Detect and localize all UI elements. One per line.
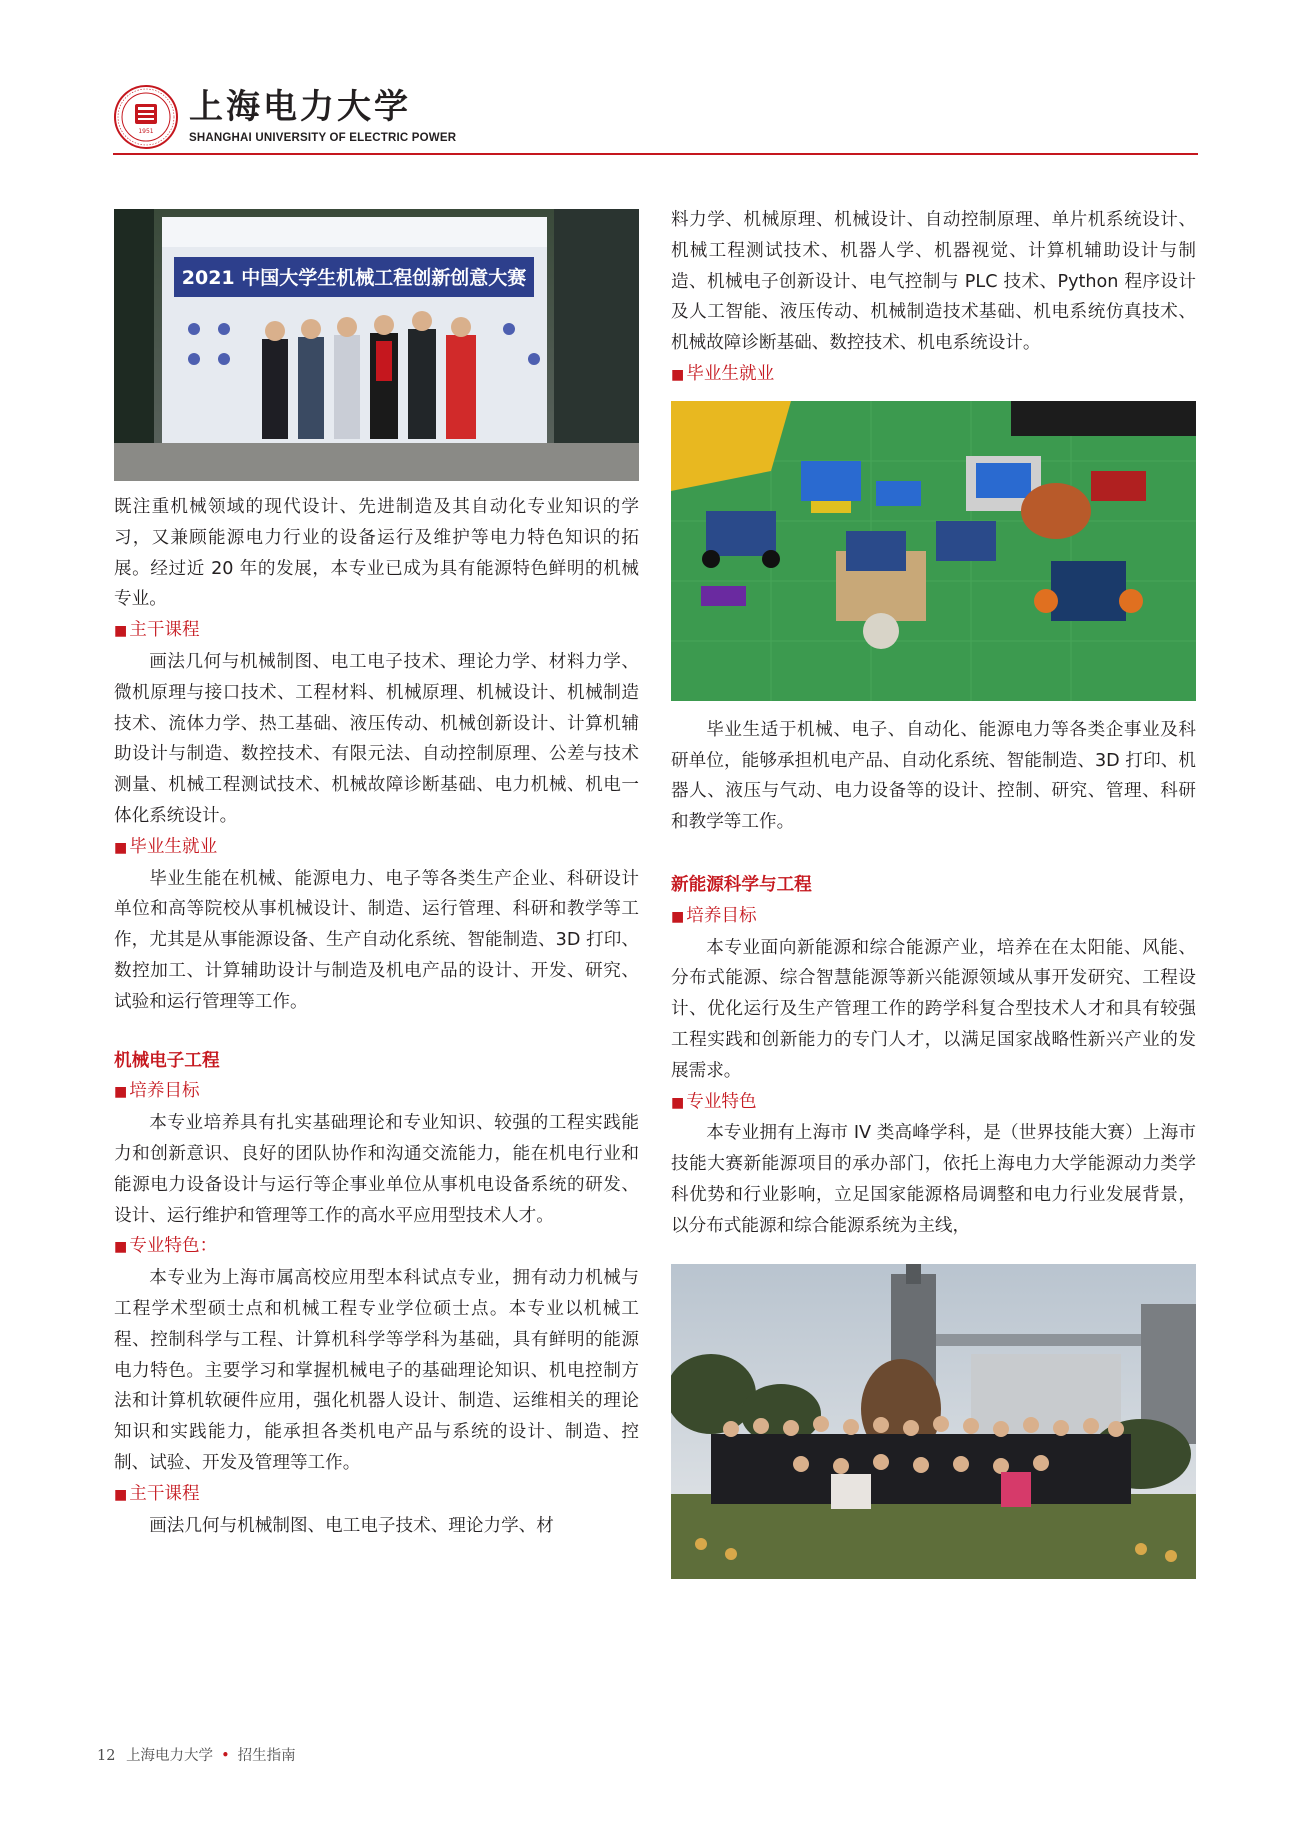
university-seal-logo [113,84,179,150]
square-bullet-icon: ■ [114,1239,128,1256]
subheading-training-goal: ■ 培养目标 [114,1081,200,1102]
features-paragraph: 本专业为上海市属高校应用型本科试点专业，拥有动力机械与工程学术型硕士点和机械工程专业学位硕士点。本专业以机械工程、控制科学与工程、计算机科学等学科为基础，具有鲜明的能源电力特色。主要学习和掌握机械电子的基础理论知识、机电控制方法和计算机软硬件应用，强化机器人设计、制造、运维相关的理论知识和实践能力，能承担各类机电产品与系统的设计、制造、控制、试验、开发及管理等工作。 [114,1268,639,1473]
square-bullet-icon: ■ [114,839,128,856]
left-column [114,209,639,1541]
page-header [113,80,1203,160]
section-heading-mechatronics: 机械电子工程 [114,1050,220,1071]
main-courses-2-paragraph-cont: 料力学、机械原理、机械设计、自动控制原理、单片机系统设计、机械工程测试技术、机器人学、机器视觉、计算机辅助设计与制造、机械电子创新设计、电气控制与 PLC 技术、Python 程序设计及人工智能、液压传动、机械制造技术基础、机电系统仿真技术、机械故障诊断基础、数控技术、机电系统设计。 [671,210,1196,354]
page-number: 12 [97,1748,116,1764]
subheading-features: ■ 专业特色： [114,1236,218,1257]
main-courses-2-paragraph-start: 画法几何与机械制图、电工电子技术、理论力学、材 [149,1515,554,1536]
right-column [671,205,1196,1579]
main-courses-paragraph: 画法几何与机械制图、电工电子技术、理论力学、材料力学、微机原理与接口技术、工程材料、机械原理、机械设计、机械制造技术、流体力学、热工基础、液压传动、机械创新设计、计算机辅助设计与制造、数控技术、有限元法、自动控制原理、公差与技术测量、机械工程测试技术、机械故障诊断基础、电力机械、机电一体化系统设计。 [114,651,639,826]
subheading-employment: ■ 毕业生就业 [114,836,218,857]
square-bullet-icon: ■ [114,1084,128,1101]
training-goal-3-paragraph: 本专业面向新能源和综合能源产业，培养在在太阳能、风能、分布式能源、综合智慧能源等新兴能源领域从事开发研究、工程设计、优化运行及生产管理工作的跨学科复合型技术人才和具有较强工程实践和创新能力的专门人才，以满足国家战略性新兴产业的发展需求。 [671,937,1196,1081]
university-name-en: SHANGHAI UNIVERSITY OF ELECTRIC POWER [189,132,457,144]
group-photo [671,1264,1196,1579]
square-bullet-icon: ■ [671,1094,685,1111]
robot-cars-photo [671,401,1196,701]
section-heading-new-energy: 新能源科学与工程 [671,874,812,895]
subheading-features-3: ■ 专业特色 [671,1091,757,1112]
header-divider [113,153,1198,155]
footer-title: 招生指南 [237,1748,296,1764]
svg-text:2021 中国大学生机械工程创新创意大赛: 2021 中国大学生机械工程创新创意大赛 [181,267,527,289]
subheading-main-courses-2: ■ 主干课程 [114,1483,200,1504]
svg-text:1951: 1951 [138,128,154,135]
square-bullet-icon: ■ [114,1486,128,1503]
subheading-employment-2: ■ 毕业生就业 [671,363,775,384]
footer-school-name: 上海电力大学 [126,1748,214,1764]
employment-paragraph: 毕业生能在机械、能源电力、电子等各类生产企业、科研设计单位和高等院校从事机械设计、制造、运行管理、科研和教学等工作，尤其是从事能源设备、生产自动化系统、智能制造、3D 打印、数控加工、计算辅助设计与制造及机电产品的设计、开发、研究、试验和运行管理等工作。 [114,868,639,1012]
intro-paragraph: 既注重机械领域的现代设计、先进制造及其自动化专业知识的学习，又兼顾能源电力行业的设备运行及维护等电力特色知识的拓展。经过近 20 年的发展，本专业已成为具有能源特色鲜明的机械专业。 [114,497,639,610]
university-name-cn: 上海电力大学 [189,87,411,127]
subheading-training-goal-3: ■ 培养目标 [671,905,757,926]
page-footer [97,1744,296,1765]
competition-photo [114,209,639,481]
footer-separator: • [221,1748,230,1764]
training-goal-paragraph: 本专业培养具有扎实基础理论和专业知识、较强的工程实践能力和创新意识、良好的团队协作和沟通交流能力，能在机电行业和能源电力设备设计与运行等企事业单位从事机电设备系统的研发、设计、运行维护和管理等工作的高水平应用型技术人才。 [114,1113,639,1226]
square-bullet-icon: ■ [671,908,685,925]
square-bullet-icon: ■ [114,623,128,640]
employment-2-paragraph: 毕业生适于机械、电子、自动化、能源电力等各类企事业及科研单位，能够承担机电产品、自动化系统、智能制造、3D 打印、机器人、液压与气动、电力设备等的设计、控制、研究、管理、科研和教学等工作。 [671,719,1196,833]
features-3-paragraph: 本专业拥有上海市 IV 类高峰学科，是（世界技能大赛）上海市技能大赛新能源项目的承办部门，依托上海电力大学能源动力类学科优势和行业影响，立足国家能源格局调整和电力行业发展背景，以分布式能源和综合能源系统为主线， [671,1123,1196,1236]
subheading-main-courses: ■ 主干课程 [114,620,200,641]
square-bullet-icon: ■ [671,366,685,383]
